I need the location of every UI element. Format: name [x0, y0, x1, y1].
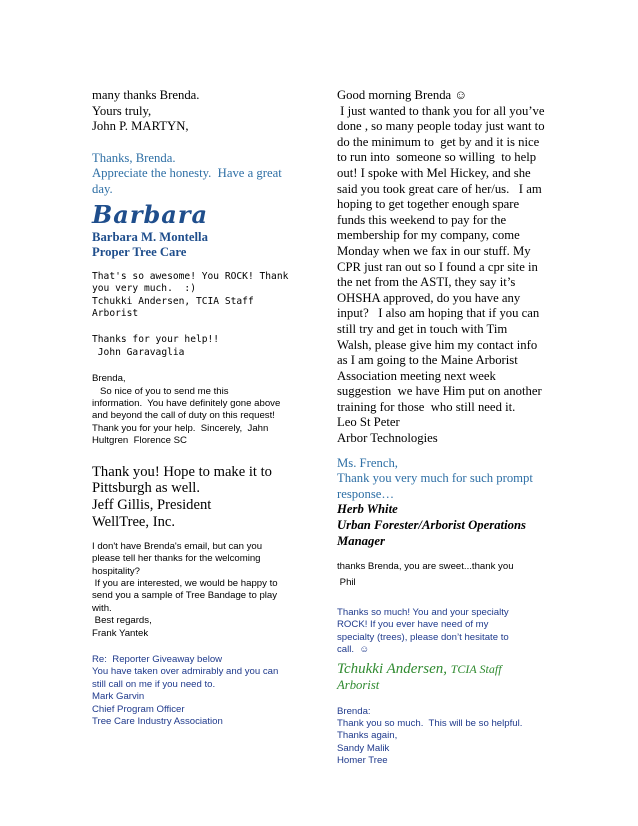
andersen-thanks-note [337, 607, 547, 657]
text-line: Thanks for your help!! [92, 334, 220, 346]
text-line: Barbara M. Montella [92, 229, 208, 244]
text-line: Thank you for your help. Sincerely, Jahn [92, 422, 269, 434]
text-line: You have taken over admirably and you can [92, 666, 279, 678]
text-line: Best regards, [92, 615, 152, 627]
text-line: information. You have definitely gone above [92, 398, 281, 409]
text-line: Thank you very much for such prompt [337, 471, 533, 486]
hultgren-note [92, 373, 310, 447]
malik-note [337, 706, 547, 768]
text-line: John P. MARTYN, [92, 119, 189, 134]
text-line: I don't have Brenda's email, but can you [92, 540, 263, 552]
barbara-name-block [92, 230, 310, 261]
text-line: and beyond the call of duty on this request! [92, 410, 275, 422]
text-line: Homer Tree [337, 755, 388, 767]
barbara-signature: Barbara [92, 199, 209, 229]
text-line: Yours truly, [92, 103, 152, 118]
text-line: If you are interested, we would be happy to [92, 578, 278, 590]
text-line: Leo St Peter [337, 415, 400, 430]
text-line: I just wanted to thank you for all you’ve [337, 103, 545, 118]
text-line: Ms. French, [337, 455, 398, 470]
text-line: Pittsburgh as well. [92, 480, 200, 497]
text-line: done , so many people today just want to [337, 119, 545, 134]
text-line: Sandy Malik [337, 742, 390, 754]
text-line: Walsh, please give him my contact info [337, 337, 538, 352]
martyn-note [92, 88, 310, 135]
gillis-note [92, 464, 310, 531]
text-line: Jeff Gillis, President [92, 497, 212, 514]
text-line: Thanks, Brenda. [92, 150, 176, 165]
text-line: Thanks so much! You and your specialty [337, 607, 509, 619]
text-line: call. ☺ [337, 644, 370, 656]
text-line: do the minimum to get by and it is nice [337, 134, 540, 149]
text-line: Association meeting next week [337, 368, 496, 383]
text-line: CPR just ran out so I found a cpr site in [337, 259, 538, 274]
text-line: funds this weekend to pay for the [337, 212, 507, 227]
text-line: Thanks again, [337, 730, 398, 742]
text-line: hoping to get together enough spare [337, 197, 520, 212]
right-column [337, 88, 547, 768]
andersen-note [92, 271, 310, 321]
text-line: please tell her thanks for the welcoming [92, 553, 261, 565]
text-line: input? I also am hoping that if you can [337, 306, 540, 321]
text-line: still call on me if you need to. [92, 678, 216, 690]
text-line: Appreciate the honesty. Have a great [92, 166, 282, 181]
text-line: Manager [337, 533, 385, 548]
text-line: That's so awesome! You ROCK! Thank [92, 270, 289, 282]
text-line: Re: Reporter Giveaway below [92, 654, 223, 666]
text-line: Proper Tree Care [92, 245, 187, 260]
text-line: Thank you! Hope to make it to [92, 463, 272, 480]
text-line: Hultgren Florence SC [92, 435, 187, 447]
signature-title: TCIA Staff [450, 661, 502, 676]
text-line: So nice of you to send me this [92, 385, 229, 397]
text-line: Mark Garvin [92, 691, 145, 703]
text-line: suggestion we have Him put on another [337, 384, 542, 399]
text-line: Arbor Technologies [337, 431, 438, 446]
text-line: Tree Care Industry Association [92, 716, 223, 728]
text-line: with. [92, 602, 112, 614]
garvin-note [92, 654, 310, 728]
text-line: Herb White [337, 502, 398, 517]
text-line: out! I spoke with Mel Hickey, and she [337, 165, 531, 180]
st-peter-note [337, 88, 547, 447]
text-line: day. [92, 181, 113, 196]
text-line: ROCK! If you ever have need of my [337, 619, 489, 631]
text-line: Thank you so much. This will be so helpful. [337, 718, 523, 730]
text-line: WellTree, Inc. [92, 514, 175, 531]
text-line: Chief Program Officer [92, 703, 185, 715]
text-line: thanks Brenda, you are sweet...thank you [337, 561, 514, 573]
barbara-note [92, 151, 310, 198]
text-line: send you a sample of Tree Bandage to play [92, 590, 278, 602]
text-line: Brenda: [337, 705, 371, 717]
signature-name: Tchukki Andersen, [337, 660, 451, 677]
text-line: specialty (trees), please don’t hesitate to [337, 631, 509, 643]
text-line: hospitality? [92, 565, 140, 577]
phil-note [337, 561, 547, 589]
garavaglia-note [92, 334, 310, 359]
left-column [92, 88, 310, 729]
yantek-note [92, 541, 310, 640]
text-line: to run into someone so willing to help [337, 150, 537, 165]
text-line: Good morning Brenda ☺ [337, 88, 468, 102]
text-line: the net from the ASTI, they say it’s [337, 275, 516, 290]
text-line: Monday when we fax in our stuff. My [337, 243, 531, 258]
text-line: you very much. :) [92, 283, 196, 295]
text-line: Arborist [92, 307, 139, 319]
text-line: said you took great care of her/us. I am [337, 181, 542, 196]
text-line: Tchukki Andersen, TCIA Staff [92, 295, 254, 307]
text-line: Frank Yantek [92, 627, 149, 639]
text-line: Brenda, [92, 373, 126, 385]
andersen-signature-sub: Arborist [337, 677, 380, 692]
text-line: membership for my company, come [337, 228, 520, 243]
text-line: still try and get in touch with Tim [337, 321, 508, 336]
text-line: as I am going to the Maine Arborist [337, 353, 518, 368]
text-line: response… [337, 486, 395, 501]
text-line: John Garavaglia [92, 346, 185, 358]
text-line: many thanks Brenda. [92, 88, 200, 102]
french-note [337, 456, 547, 503]
text-line: Phil [337, 576, 356, 588]
text-line: OHSHA approved, do you have any [337, 290, 521, 305]
text-line: Urban Forester/Arborist Operations [337, 518, 526, 533]
text-line: training for those who still need it. [337, 399, 516, 414]
white-signature [337, 502, 547, 549]
andersen-signature [337, 661, 547, 678]
